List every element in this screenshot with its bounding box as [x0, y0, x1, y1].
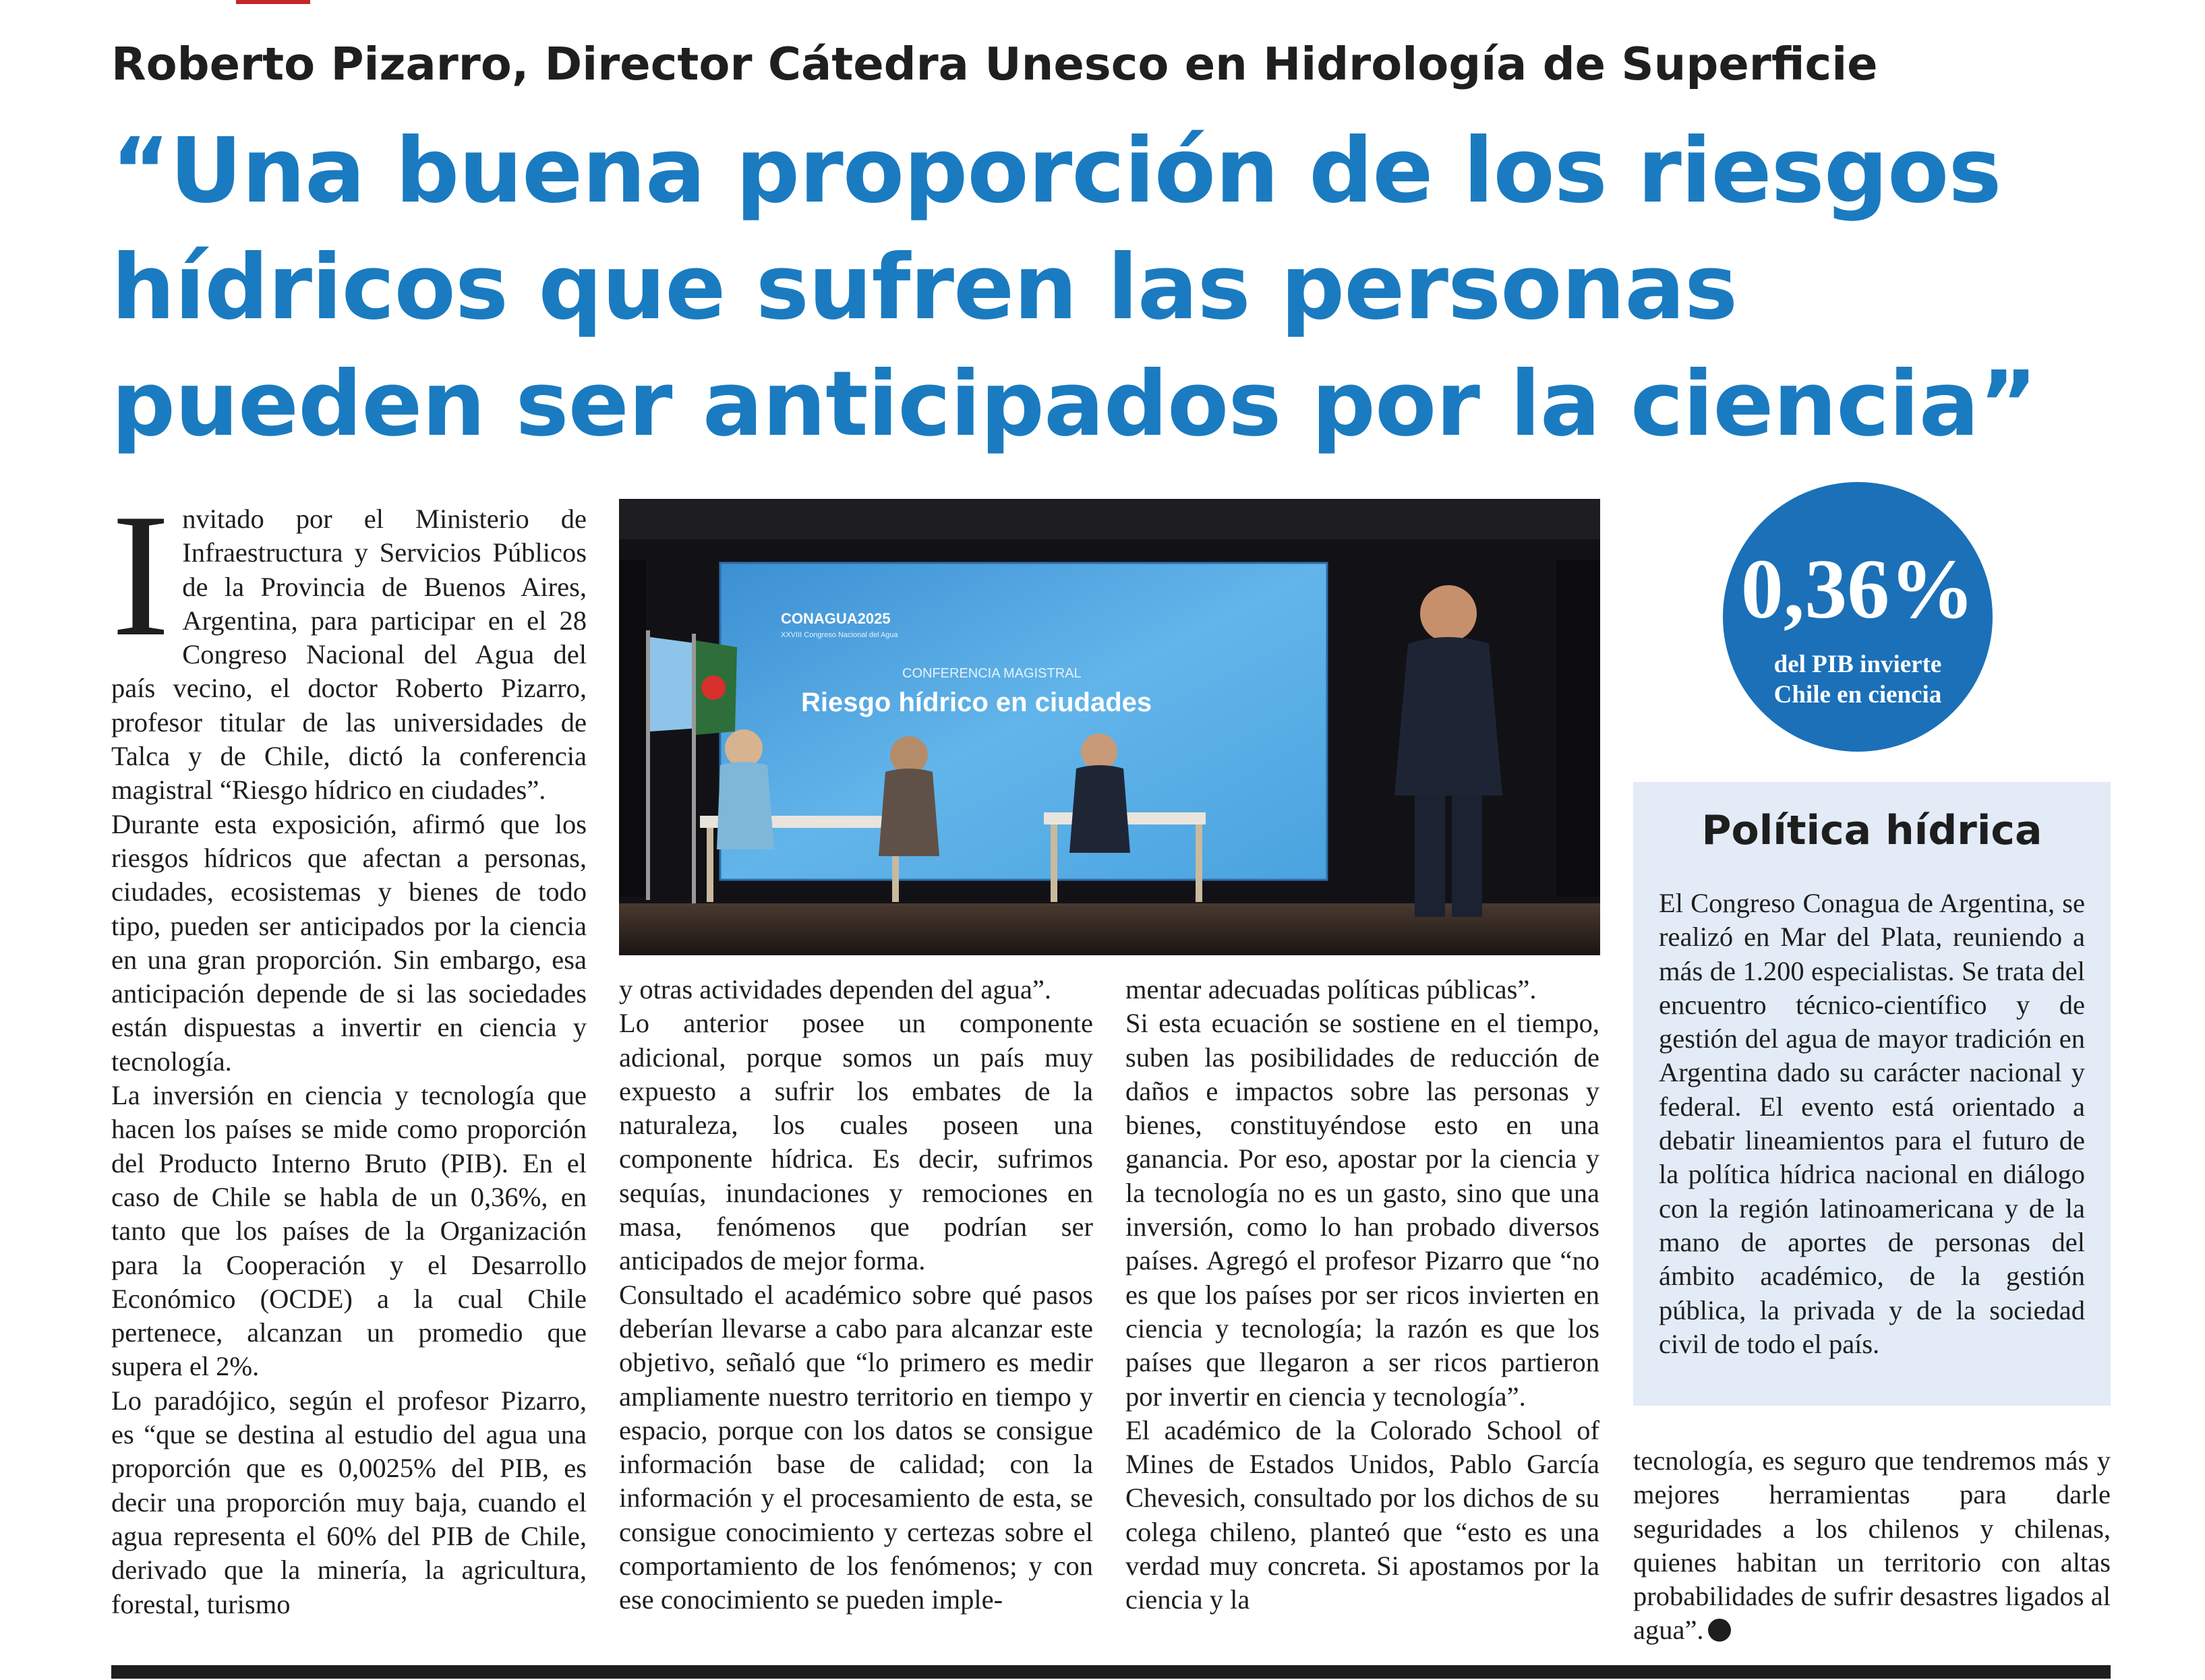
conference-stage-illustration	[619, 499, 1600, 955]
article-paragraph: tecnología, es seguro que tendremos más y mejores herramientas para darle seguridades a los chilenos y chilenas, quienes habitan un territorio con altas probabilidades de sufrir desastres ligados al agua”.	[1633, 1445, 2111, 1646]
headline-line: pueden ser anticipados por la ciencia”	[111, 353, 2037, 456]
stat-label	[1723, 649, 1993, 710]
screen-logo-subtext: XXVIII Congreso Nacional del Agua	[781, 631, 898, 639]
stat-label-line: del PIB invierte	[1773, 651, 1942, 678]
article-column-3	[1125, 973, 1599, 1617]
sidebar-title: Política hídrica	[1701, 807, 2042, 854]
article-paragraph: mentar adecuadas políticas públicas”.	[1125, 974, 1537, 1004]
article-paragraph: Durante esta exposición, afirmó que los riesgos hídricos que afectan a personas, ciudades, ecosistemas y bienes de todo tipo, pueden ser anticipados por la ciencia en una gran proporción. Sin embargo, esa anticipación depende de si las sociedades están dispuestas a invertir en ciencia y tecnología.	[111, 808, 587, 1077]
dropcap-letter: I	[111, 477, 171, 673]
article-paragraph: nvitado por el Ministerio de Infraestructura y Servicios Públicos de la Provincia de Buenos Aires, Argentina, para participar en el 28 Congreso Nacional del Agua del país vecino, el doctor Roberto Pizarro, profesor titular de las universidades de Talca y de Chile, dictó la conferencia magistral “Riesgo hídrico en ciudades”.	[111, 504, 587, 806]
top-color-mark	[236, 0, 310, 4]
article-paragraph: La inversión en ciencia y tecnología que hacen los países se mide como proporción del Producto Interno Bruto (PIB). En el caso de Chile se habla de un 0,36%, en tanto que los países de la Organización para la Cooperación y el Desarrollo Económico (OCDE) a la cual Chile pertenece, alcanzan un promedio que supera el 2%.	[111, 1080, 587, 1382]
screen-kicker: CONFERENCIA MAGISTRAL	[902, 666, 1082, 681]
article-column-1	[111, 477, 587, 1621]
article-headline	[111, 113, 2134, 463]
article-paragraph: y otras actividades dependen del agua”.	[619, 974, 1051, 1004]
screen-logo-text: CONAGUA2025	[781, 610, 891, 627]
headline-line: hídricos que sufren las personas	[111, 236, 1738, 340]
stat-circle	[1723, 482, 1993, 752]
article-column-4	[1633, 1444, 2111, 1648]
stat-value: 0,36%	[1740, 543, 1975, 636]
article-column-2	[619, 973, 1093, 1617]
sidebar-box	[1633, 782, 2111, 1406]
article-paragraph: Consultado el académico sobre qué pasos deberían llevarse a cabo para alcanzar este objetivo, señaló que “lo primero es medir ampliamente nuestro territorio en tiempo y espacio, porque con los datos se consigue información base de calidad; con la información y el procesamiento de esta, se consigue conocimiento y certezas sobre el comportamiento de los fenómenos; y con ese conocimiento se pueden imple-	[619, 1279, 1093, 1615]
article-paragraph: El académico de la Colorado School of Mines de Estados Unidos, Pablo García Chevesich, consultado por los dichos de su colega chileno, planteó que “esto es una verdad muy concreta. Si apostamos por la ciencia y la	[1125, 1414, 1599, 1615]
stat-label-line: Chile en ciencia	[1773, 681, 1942, 709]
article-paragraph: Si esta ecuación se sostiene en el tiempo, suben las posibilidades de reducción de daños e impactos sobre las personas y bienes, constituyéndose esto en una ganancia. Por eso, apostar por la ciencia y la tecnología no es un gasto, sino que una inversión, como lo han probado diversos países. Agregó el profesor Pizarro que “no es que los países por ser ricos invierten en ciencia y tecnología; la razón es que los países que llegaron a ser ricos partieron por invertir en ciencia y tecnología”.	[1125, 1008, 1599, 1412]
article-kicker: Roberto Pizarro, Director Cátedra Unesco en Hidrología de Superficie	[111, 38, 1878, 90]
bottom-rule	[111, 1665, 2111, 1679]
headline-line: “Una buena proporción de los riesgos	[111, 119, 2001, 223]
article-paragraph: Lo anterior posee un componente adicional, porque somos un país muy expuesto a sufrir los embates de la naturaleza, los cuales poseen una componente hídrica. Es decir, sufrimos sequías, inundaciones y remociones en masa, fenómenos que podrían ser anticipados de mejor forma.	[619, 1008, 1093, 1276]
screen-title: Riesgo hídrico en ciudades	[801, 688, 1152, 717]
sidebar-body: El Congreso Conagua de Argentina, se realizó en Mar del Plata, reuniendo a más de 1.200 especialistas. Se trata del encuentro técnico-científico y de gestión del agua de mayor tradición en Argentina dado su carácter nacional y federal. El evento está orientado a debatir lineamientos para el futuro de la política hídrica nacional en diálogo con la región latinoamericana y de la mano de aportes de personas del ámbito académico, de la gestión pública, la privada y de la sociedad civil de todo el país.	[1659, 888, 2085, 1359]
article-paragraph: Lo paradójico, según el profesor Pizarro, es “que se destina al estudio del agua una proporción que es 0,0025% del PIB, es decir una proporción muy baja, cuando el agua representa el 60% del PIB de Chile, derivado que la minería, la agricultura, forestal, turismo	[111, 1385, 587, 1619]
end-of-article-mark	[1708, 1619, 1731, 1642]
conference-photo	[619, 499, 1600, 955]
